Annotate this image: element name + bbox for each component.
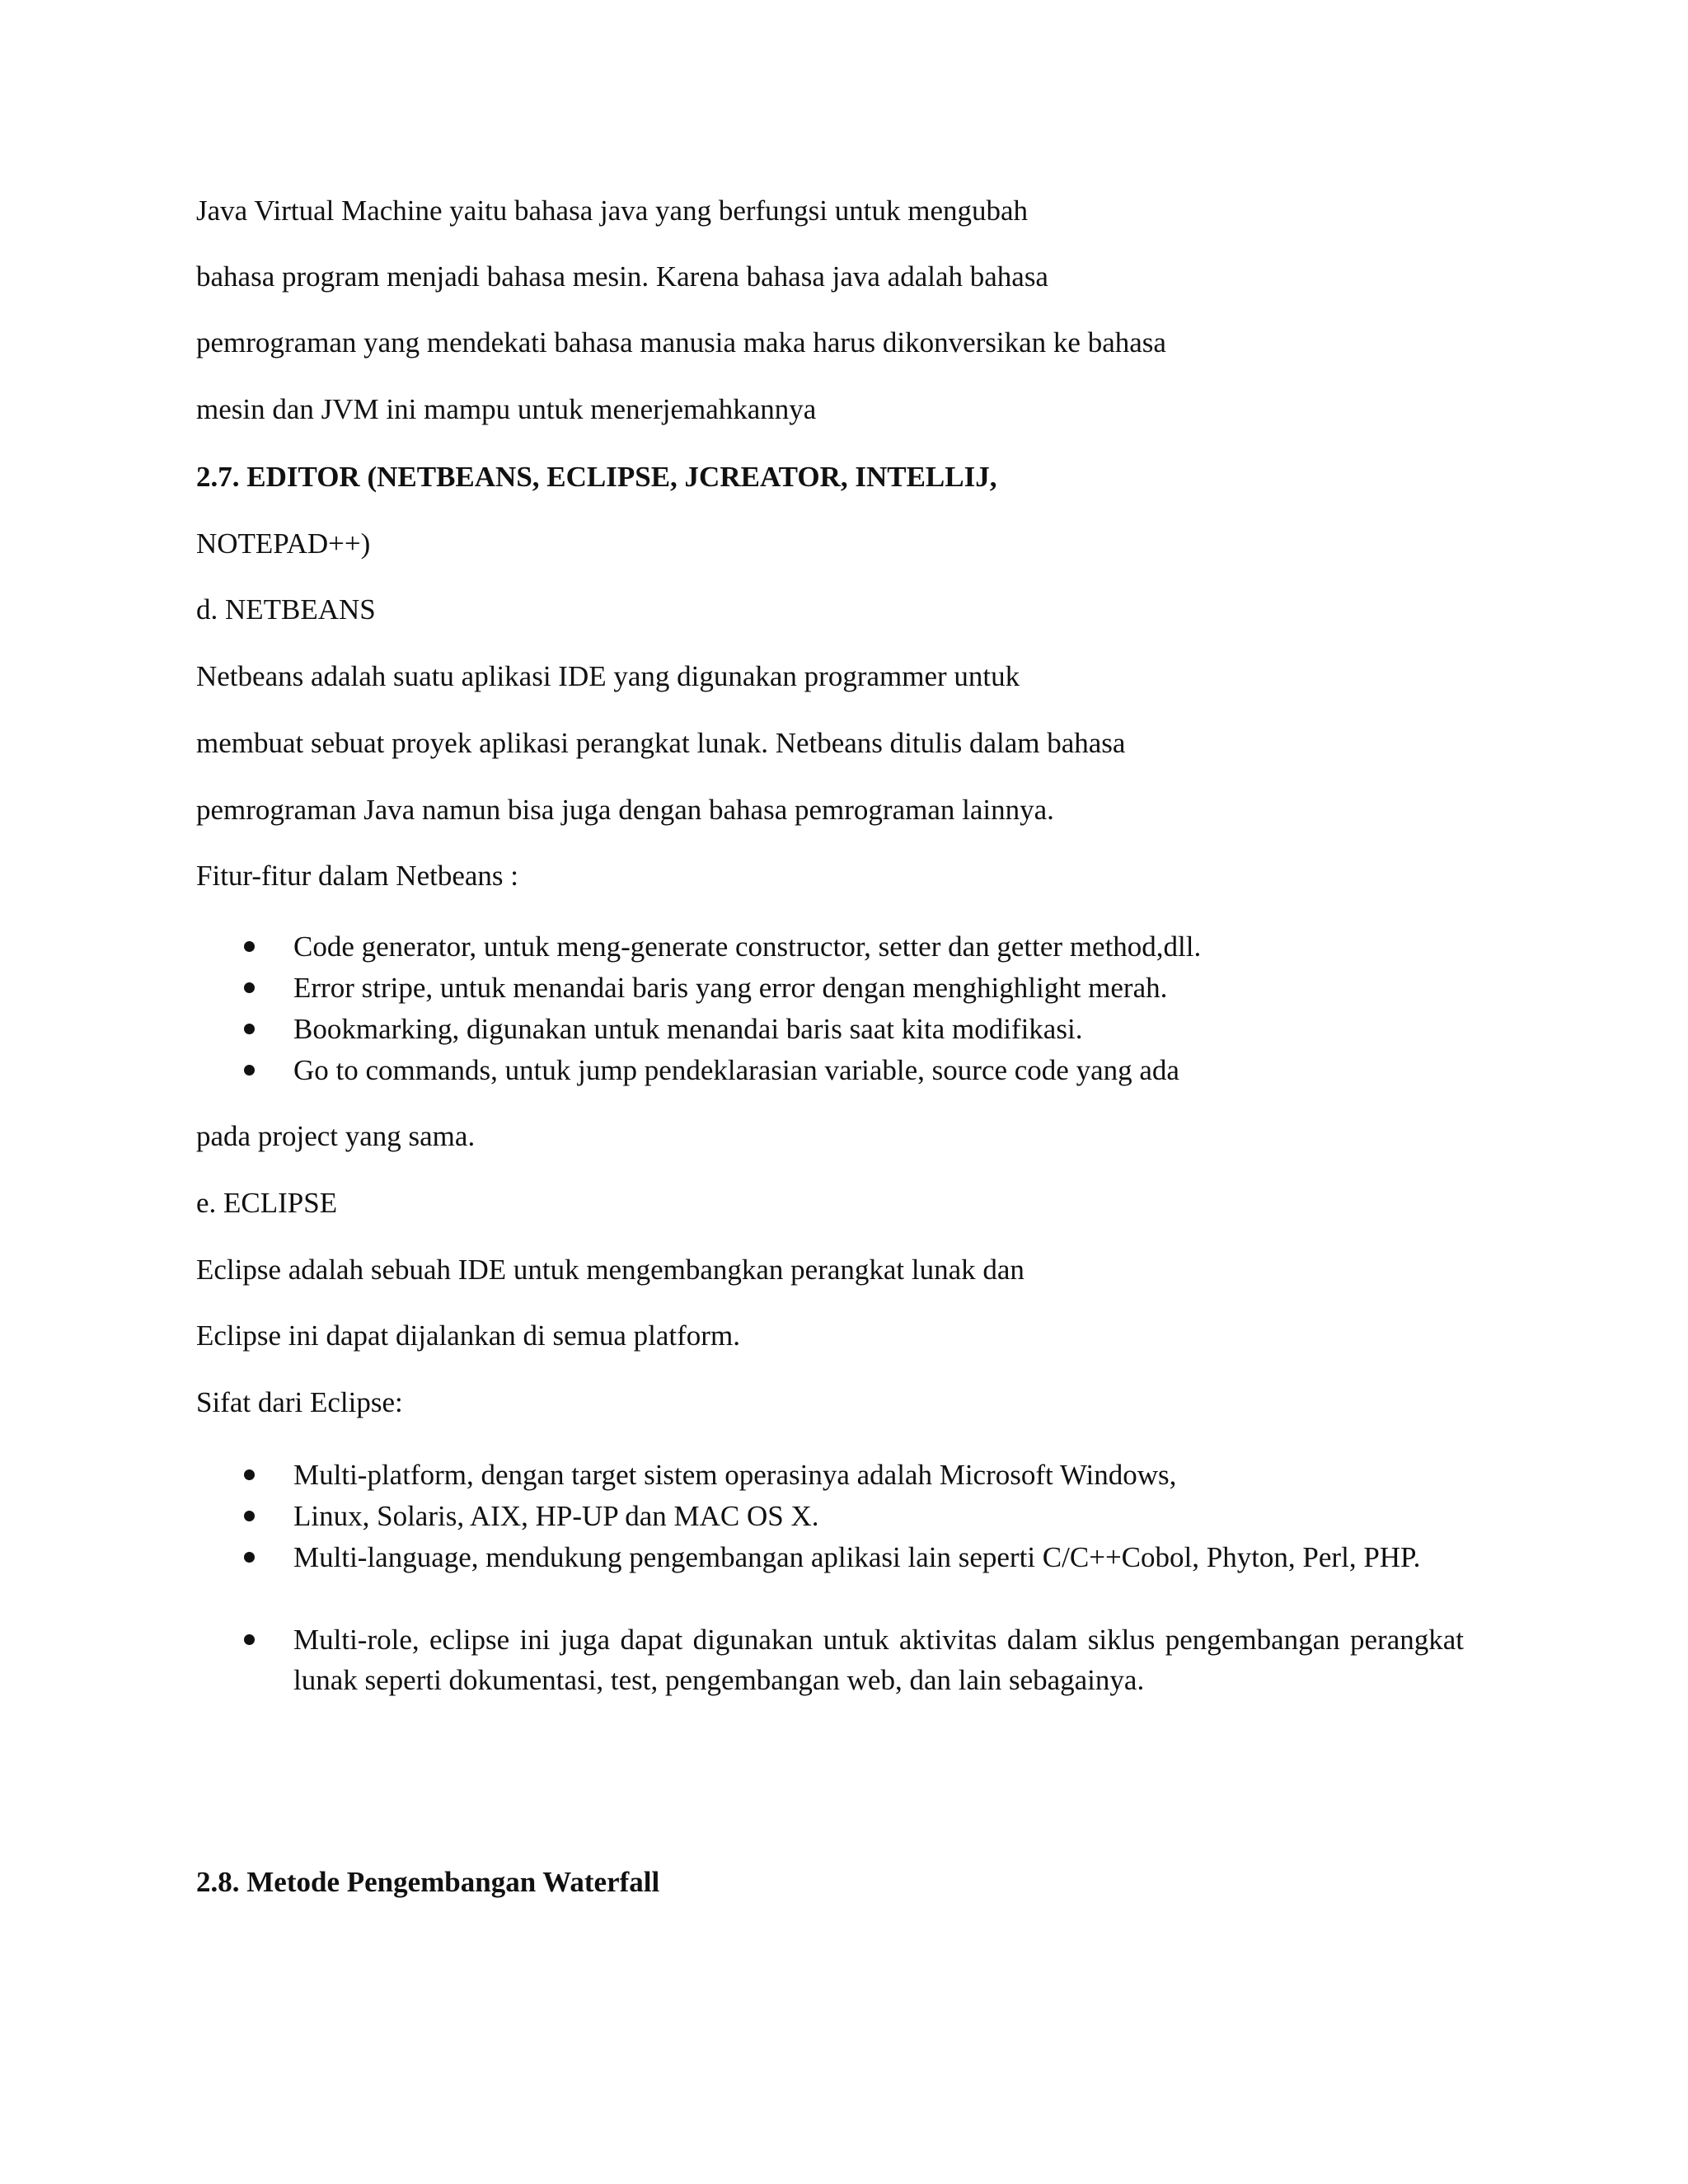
intro-line-2: bahasa program menjadi bahasa mesin. Karena bahasa java adalah bahasa xyxy=(196,260,1048,293)
netbeans-feature-text: Bookmarking, digunakan untuk menandai baris saat kita modifikasi. xyxy=(293,1013,1083,1045)
eclipse-line-1: Eclipse adalah sebuah IDE untuk mengembangkan perangkat lunak dan xyxy=(196,1254,1025,1286)
intro-line-3: pemrograman yang mendekati bahasa manusia maka harus dikonversikan ke bahasa xyxy=(196,326,1166,359)
netbeans-features-cont: pada project yang sama. xyxy=(196,1120,476,1152)
bullet-icon xyxy=(244,1634,255,1645)
netbeans-line-3: pemrograman Java namun bisa juga dengan bahasa pemrograman lainnya. xyxy=(196,794,1054,826)
intro-line-1: Java Virtual Machine yaitu bahasa java yang berfungsi untuk mengubah xyxy=(196,194,1029,227)
eclipse-title: e. ECLIPSE xyxy=(196,1187,338,1219)
eclipse-trait-text: Multi-language, mendukung pengembangan aplikasi lain seperti C/C++Cobol, Phyton, Perl, PHP. xyxy=(293,1541,1421,1573)
eclipse-line-2: Eclipse ini dapat dijalankan di semua platform. xyxy=(196,1319,740,1352)
bullet-icon xyxy=(244,1469,255,1480)
section-2-8-heading: 2.8. Metode Pengembangan Waterfall xyxy=(196,1866,660,1898)
eclipse-trait-text: Multi-role, eclipse ini juga dapat digunakan untuk aktivitas dalam siklus pengembangan perangkat lunak seperti dokumentasi, test, pengembangan web, dan lain sebagainya. xyxy=(293,1624,1464,1696)
bullet-icon xyxy=(244,1065,255,1076)
eclipse-trait-text: Linux, Solaris, AIX, HP-UP dan MAC OS X. xyxy=(293,1500,819,1532)
bullet-icon xyxy=(244,1552,255,1563)
section-2-7-heading-cont: NOTEPAD++) xyxy=(196,527,371,560)
netbeans-line-2: membuat sebuat proyek aplikasi perangkat lunak. Netbeans ditulis dalam bahasa xyxy=(196,727,1126,759)
netbeans-feature-text: Code generator, untuk meng-generate constructor, setter dan getter method,dll. xyxy=(293,930,1202,963)
bullet-icon xyxy=(244,982,255,993)
intro-line-4: mesin dan JVM ini mampu untuk menerjemahkannya xyxy=(196,393,817,425)
netbeans-line-1: Netbeans adalah suatu aplikasi IDE yang digunakan programmer untuk xyxy=(196,660,1020,692)
eclipse-traits-label: Sifat dari Eclipse: xyxy=(196,1386,403,1418)
bullet-icon xyxy=(244,1511,255,1521)
netbeans-title: d. NETBEANS xyxy=(196,593,376,626)
bullet-icon xyxy=(244,1024,255,1034)
netbeans-feature-text: Go to commands, untuk jump pendeklarasian variable, source code yang ada xyxy=(293,1054,1179,1086)
section-2-7-heading: 2.7. EDITOR (NETBEANS, ECLIPSE, JCREATOR, INTELLIJ, xyxy=(196,461,997,493)
netbeans-features-label: Fitur-fitur dalam Netbeans : xyxy=(196,860,518,892)
netbeans-feature-text: Error stripe, untuk menandai baris yang error dengan menghighlight merah. xyxy=(293,972,1168,1004)
bullet-icon xyxy=(244,941,255,952)
eclipse-trait-text: Multi-platform, dengan target sistem operasinya adalah Microsoft Windows, xyxy=(293,1459,1177,1491)
